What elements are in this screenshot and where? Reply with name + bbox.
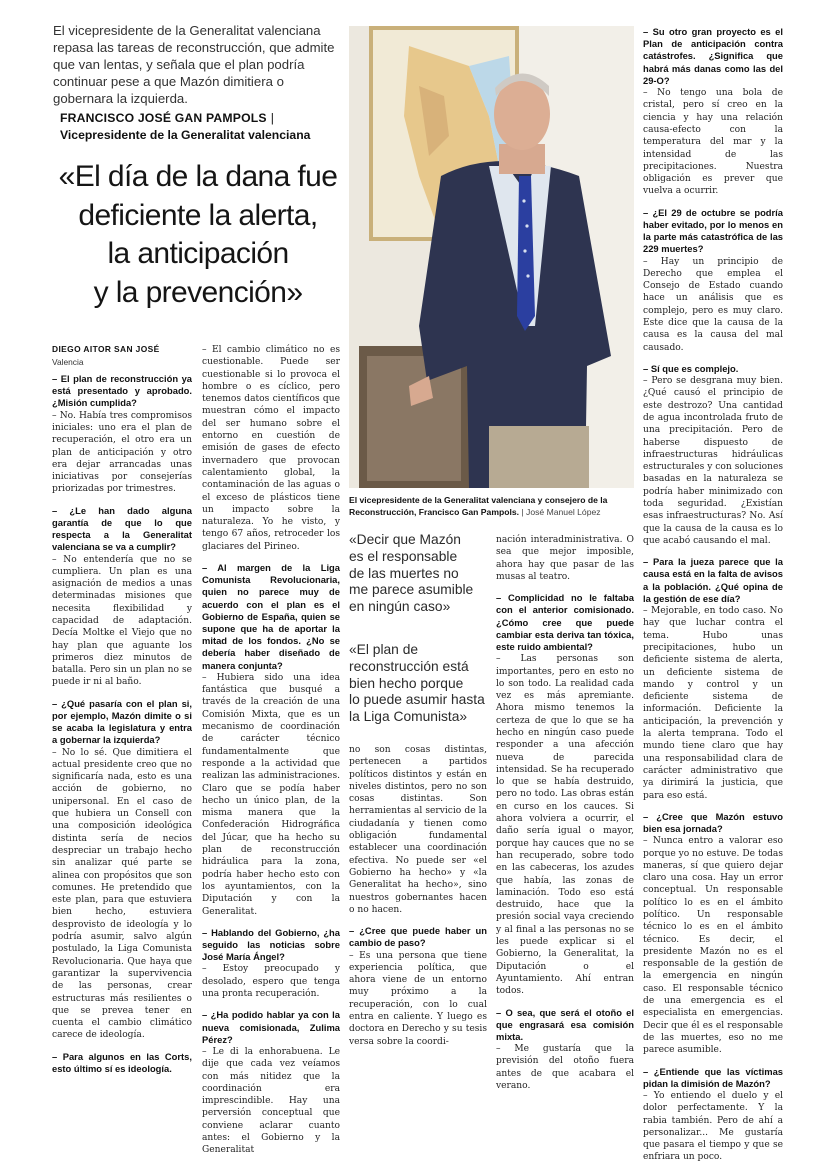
question: – ¿Ha podido hablar ya con la nueva comisionada, Zulima Pérez?	[202, 1009, 340, 1045]
question: – Sí que es complejo.	[643, 362, 739, 374]
pull-quote	[349, 532, 487, 616]
column-2	[202, 344, 340, 1156]
lede-paragraph: El vicepresidente de la Generalitat valenciana repasa las tareas de reconstrucción, que admite que van lentas, y señala que el plan podría continuar pese a que Mazón dimitiera o gobernara la izquierda.	[53, 23, 335, 106]
headline-line: la anticipación	[107, 237, 289, 270]
answer: – Es una persona que tiene experiencia política, que ahora viene de un entorno muy próximo a la recuperación, con lo cual entra en caliente. Y luego es doctora en Derecho y su tesis versa sobre la coordi-	[349, 950, 487, 1047]
pull-quote-line: de las muertes no	[349, 565, 459, 581]
question: – ¿Cree que puede haber un cambio de paso?	[349, 925, 487, 949]
answer: – Hay un principio de Derecho que emplea el Consejo de Estado cuando hace un análisis que es complejo, pero es muy claro. Este dice que la causa de la causa es la causa del mal causado.	[643, 256, 783, 353]
photo-caption	[349, 495, 636, 518]
question: – Su otro gran proyecto es el Plan de anticipación contra catástrofes. ¿Significa que habrá más danas como las del 29-O?	[643, 26, 783, 86]
pull-quote-line: la Liga Comunista»	[349, 709, 468, 725]
question: – ¿Cree que Mazón estuvo bien esa jornada?	[643, 810, 783, 834]
headline-line: y la prevención»	[93, 275, 303, 309]
pull-quote-line: lo puede asumir hasta	[349, 692, 485, 708]
question: – ¿El 29 de octubre se podría haber evitado, por lo menos en la parte más catastrófica de las 229 muertes?	[643, 206, 783, 255]
answer: – Hubiera sido una idea fantástica que busqué a través de la creación de una Comisión Mixta, que es un mecanismo de coordinación de carácter técnico fundamentalmente que responde a la actividad que realizan las administraciones. Claro que se podía haber hecho un único plan, de la misma manera que la Confederación Hidrográfica del Júcar, que ha hecho su plan de reconstrucción hidráulica para la zona, podría haber hecho esto con los ayuntamientos, con la Diputación y con la Generalitat.	[202, 672, 340, 917]
answer: – Me gustaría que la previsión del otoño fuera antes de que acabara el verano.	[496, 1044, 634, 1092]
byline-author: DIEGO AITOR SAN JOSÉ	[52, 344, 160, 354]
pull-quote-line: en ningún caso»	[349, 599, 451, 615]
answer: – Mejorable, en todo caso. No hay que luchar contra el tema. Hubo unas precipitaciones, hubo un deficiente sistema de alerta, un deficiente sistema de mando y control y un deficiente sistema de información. Deficiente la anticipación, la prevención y la alerta temprana. Todo el mundo tiene claro que hay una responsabilidad clara de carácter administrativo que ya dirimirá la justicia, que para eso está.	[643, 606, 783, 801]
question: – ¿Le han dado alguna garantía de que lo que respecta a la Generalitat valenciana se va a cumplir?	[52, 504, 192, 553]
answer: – El cambio climático no es cuestionable. Puede ser cuestionable si lo provoca el hombre o es cíclico, pero tenemos datos científicos que muestran cómo el impacto del ser humano sobre el entorno en cuestión de emisión de gases de efecto invernadero que provocan calentamiento global, la contaminación de las aguas o el exceso de plásticos tiene un impacto sobre la naturaleza. Yo he visto, y tengo 67 años, retroceder los glaciares del Pirineo.	[202, 345, 340, 552]
pull-quote	[349, 642, 487, 726]
answer: – Pero se desgrana muy bien. ¿Qué causó el principio de este destrozo? Una cantidad de agua incontrolada fruto de una precipitación. Pero de haberse dispuesto de infraestructuras hidráulicas estructurales y con soluciones basadas en la naturaleza se podría haber minimizado con toda seguridad. ¿Existían esas infraestructuras? No. Así que la causa de la causa es lo que acabó causando el mal.	[643, 376, 783, 546]
question: – ¿Qué pasaría con el plan si, por ejemplo, Mazón dimite o si se acaba la legislatura y entra a gobernar la izquierda?	[52, 697, 192, 746]
headline	[52, 158, 344, 312]
interviewee-name	[60, 111, 350, 125]
answer: – Yo entiendo el duelo y el dolor perfectamente. Y la rabia también. Pero de ahí a personalizar... Me gustaría que pasara el tiempo y que se enfriara un poco.	[643, 1090, 783, 1163]
caption-credit-separator: |	[521, 506, 524, 517]
headline-line: «El día de la dana fue	[58, 160, 338, 193]
answer: – No entendería que no se cumpliera. Un plan es una asignación de medios a unas determinadas misiones que necesita flexibilidad y capacidad de adaptación. Decía Moltke el Viejo que no hay plan que aguante los primeros diez minutos de batalla. Pero sin un plan no se puede ir ni al baño.	[52, 554, 192, 688]
answer: no son cosas distintas, pertenecen a partidos políticos distintos y están en niveles distintos, pero no son cosas distintas. Son herramientas al servicio de la ciudadanía y tienen como obligación fundamental establecer una coordinación efectiva. No puede ser «el Gobierno ha hecho» y «la Generalitat ha hecho», sino nuestros gobernantes hacen o no hacen.	[349, 745, 487, 915]
name-separator: |	[270, 111, 275, 125]
answer: – Nunca entro a valorar eso porque yo no estuve. De todas maneras, sí que quiero dejar claro una cosa. Hay un error conceptual. Un responsable político lo es en el ámbito político. Un responsable técnico lo es en el ámbito técnico. Es decir, el presidente Mazón no es el responsable de la gestión de la emergencia en ningún caso. El responsable técnico de una emergencia es el especialista en emergencias. Decir que él es el responsable de las muertes, eso no me parece asumible.	[643, 836, 783, 1056]
interview-photo	[349, 26, 634, 488]
question: – Complicidad no le faltaba con el anterior comisionado. ¿Cómo cree que puede cambiar esta deriva tan tóxica, este ruido ambiental?	[496, 592, 634, 652]
question: – Hablando del Gobierno, ¿ha seguido las noticias sobre José María Ángel?	[202, 926, 340, 963]
pull-quote-line: reconstrucción está	[349, 658, 469, 674]
pull-quote-line: me parece asumible	[349, 582, 474, 598]
headline-line: deficiente la alerta,	[78, 198, 318, 232]
pull-quote-line: bien hecho porque	[349, 675, 464, 691]
caption-text: El vicepresidente de la Generalitat valenciana y consejero de la Reconstrucción, Francisco Gan Pampols.	[349, 495, 608, 517]
column-4	[496, 534, 634, 1092]
answer: – No lo sé. Que dimitiera el actual presidente creo que no significaría nada, esto es una acción de gobierno, no unipersonal. En el caso de que hubiera un Consell con una composición ideológica distinta sería de necios despreciar un trabajo hecho sin analizar qué parte se alinea con propósitos que son comunes. He pretendido que este plan, para que estuviera bien hecho, estuviera desprovisto de ideología y lo podría asumir, salvo algún postulado, la Liga Comunista Revolucionaria. Que haya que garantizar la supervivencia de las personas, crear estructuras más resilientes o que se prevea tener en cuenta el cambio climático carece de ideología.	[52, 747, 192, 1041]
answer: – No tengo una bola de cristal, pero sí creo en la ciencia y hay una relación causa-efecto con la temperatura del mar y la intensidad de las precipitaciones. Nuestra obligación es prever que vuelva a ocurrir.	[643, 88, 783, 197]
interviewee-name-text: FRANCISCO JOSÉ GAN PAMPOLS	[60, 111, 267, 125]
photo-illustration	[349, 26, 634, 488]
column-3	[349, 744, 487, 1047]
answer: nación interadministrativa. O sea que mejor imposible, ahora hay que pasar de las musas al teatro.	[496, 535, 634, 582]
question: – Al margen de la Liga Comunista Revolucionaria, quien no parece muy de acuerdo con el plan es el Gobierno de España, quien se supone que ha de aportar la mitad de los fondos. ¿No se debería haber diseñado de manera conjunta?	[202, 562, 340, 671]
interviewee-role: Vicepresidente de la Generalitat valenciana	[60, 128, 311, 142]
column-1	[52, 373, 192, 1074]
question: – ¿Entiende que las víctimas pidan la dimisión de Mazón?	[643, 1065, 783, 1089]
caption-credit: José Manuel López	[526, 506, 601, 517]
pull-quote-line: «El plan de	[349, 642, 419, 657]
byline-place: Valencia	[52, 357, 84, 367]
answer: – Le di la enhorabuena. Le dije que cada vez veíamos con más nitidez que la coordinación era imprescindible. Hay una perversión conceptual que conviene aclarar cuanto antes: el Gobierno y la Generalitat	[202, 1046, 340, 1156]
pull-quote-line: es el responsable	[349, 548, 458, 564]
question: – Para algunos en las Corts, esto último sí es ideología.	[52, 1050, 192, 1074]
question: – Para la jueza parece que la causa está en la falta de avisos a la población. ¿Qué opina de la gestión de ese día?	[643, 556, 783, 604]
answer: – Estoy preocupado y desolado, espero que tenga una pronta recuperación.	[202, 964, 340, 1000]
question: – O sea, que será el otoño el que engrasará esa comisión mixta.	[496, 1006, 634, 1042]
pull-quote-line: «Decir que Mazón	[349, 532, 461, 547]
answer: – No. Había tres compromisos iniciales: uno era el plan de recuperación, el otro era un plan de anticipación y otro era dejar arrancadas unas iniciativas por consejerías priorizadas por trimestres.	[52, 410, 192, 495]
answer: – Las personas son importantes, pero en esto no lo son todo. La realidad cada vez es más apremiante. Ahora mismo tenemos la certeza de que lo que se ha hecho en ningún caso puede responder a una afección nueva de parecida intensidad. Se ha recuperado lo que se había destruido, pero no todo. Las obras están en curso en los cauces. Si ahora volviera a ocurrir, el daño sería igual o mayor, porque hay cauces que no se han recuperado, sobre todo en las cabeceras, los azudes que había, las zonas de laminación. Todo eso está destruido, hace que la presión social vaya creciendo y al final a las personas no se les puede explicar si el Gobierno, la Generalitat, la Diputación o el Ayuntamiento. Ahí entran todos.	[496, 654, 634, 997]
question: – El plan de reconstrucción ya está presentado y aprobado. ¿Misión cumplida?	[52, 373, 192, 409]
column-5	[643, 26, 783, 1163]
